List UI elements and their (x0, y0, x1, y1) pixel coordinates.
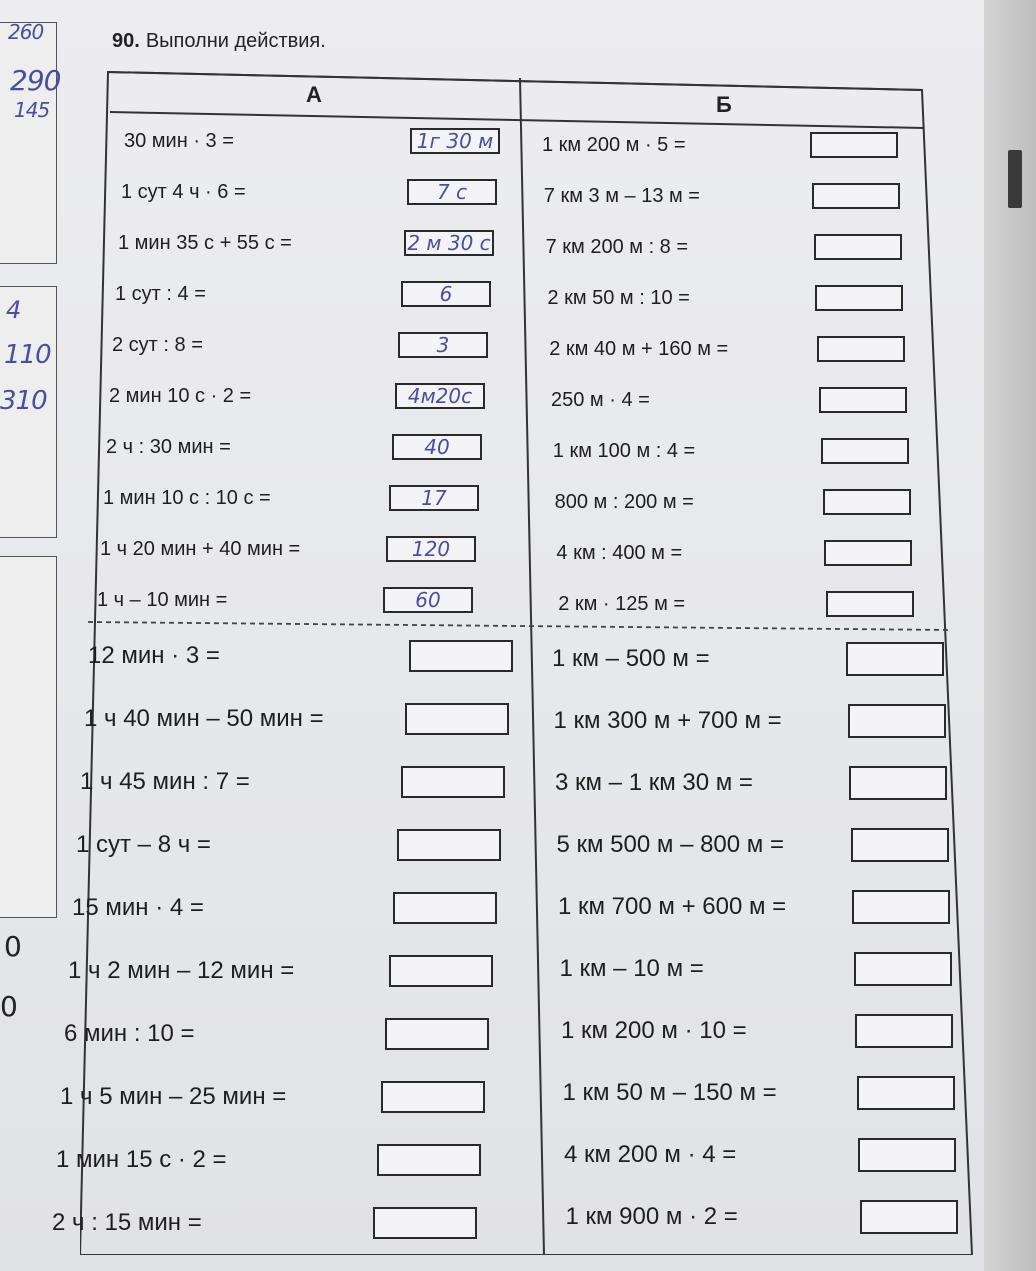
exercise-expression: 2 ч : 30 мин = (106, 435, 231, 458)
exercise-row (88, 640, 513, 672)
answer-box[interactable] (851, 828, 949, 862)
exercise-row (80, 766, 505, 798)
exercise-row (547, 285, 903, 311)
exercise-row (56, 1144, 481, 1176)
margin-note: 4 (6, 296, 21, 324)
exercise-row (556, 540, 912, 566)
exercise-expression: 1 км – 500 м = (552, 645, 710, 672)
margin-note: 0 (4, 930, 21, 963)
exercise-expression: 2 км 40 м + 160 м = (549, 337, 729, 360)
answer-box[interactable] (821, 438, 909, 464)
exercise-expression: 2 ч : 15 мин = (52, 1209, 202, 1236)
exercise-row (103, 485, 479, 511)
exercise-row (118, 230, 494, 256)
answer-box[interactable]: 2 м 30 с (404, 230, 494, 256)
answer-box[interactable] (401, 766, 505, 798)
answer-box[interactable] (858, 1138, 956, 1172)
exercise-row (558, 591, 914, 617)
exercise-expression: 7 км 3 м – 13 м = (543, 184, 700, 207)
exercise-expression: 250 м · 4 = (551, 388, 650, 411)
exercise-expression: 1 км 200 м · 5 = (542, 133, 686, 156)
exercise-row (100, 536, 476, 562)
exercise-expression: 12 мин · 3 = (88, 642, 220, 669)
exercise-expression: 1 км – 10 м = (559, 955, 704, 982)
answer-box[interactable] (848, 704, 946, 738)
answer-box[interactable]: 60 (383, 587, 473, 613)
answer-box[interactable] (810, 132, 898, 158)
answer-box[interactable]: 120 (386, 536, 476, 562)
exercise-row (558, 890, 950, 924)
answer-box[interactable] (812, 183, 900, 209)
exercise-expression: 1 мин 10 с : 10 с = (103, 486, 271, 509)
answer-box[interactable] (824, 540, 912, 566)
answer-box[interactable] (393, 892, 497, 924)
exercise-row (64, 1018, 489, 1050)
exercise-expression: 1 ч 2 мин – 12 мин = (68, 957, 295, 984)
exercise-row (544, 183, 900, 209)
exercise-expression: 1 км 50 м – 150 м = (562, 1079, 777, 1106)
answer-box[interactable]: 1г 30 м (410, 128, 500, 154)
exercise-expression: 15 мин · 4 = (72, 894, 204, 921)
answer-box[interactable] (409, 640, 513, 672)
left-page-fragment (0, 22, 57, 264)
answer-box[interactable] (385, 1018, 489, 1050)
exercise-expression: 1 сут 4 ч · 6 = (121, 180, 246, 203)
margin-note: 110 (4, 340, 51, 370)
answer-box[interactable] (819, 387, 907, 413)
exercise-expression: 1 сут : 4 = (115, 282, 206, 305)
answer-box[interactable] (852, 890, 950, 924)
exercise-row (109, 383, 485, 409)
margin-note: 260 (8, 20, 44, 44)
exercise-row (542, 132, 898, 158)
answer-box[interactable] (823, 489, 911, 515)
exercise-expression: 1 ч 20 мин + 40 мин = (100, 537, 301, 560)
exercise-expression: 1 мин 15 с · 2 = (56, 1146, 227, 1173)
exercise-expression: 1 км 700 м + 600 м = (558, 893, 787, 920)
exercise-row (60, 1081, 485, 1113)
exercise-row (557, 828, 949, 862)
exercise-expression: 4 км : 400 м = (556, 541, 683, 564)
exercise-expression: 1 мин 35 с + 55 с = (118, 231, 292, 254)
margin-note: 0 (0, 990, 17, 1023)
exercise-row (554, 704, 946, 738)
exercise-expression: 1 км 900 м · 2 = (565, 1203, 738, 1230)
exercise-row (106, 434, 482, 460)
answer-box[interactable] (857, 1076, 955, 1110)
answer-box[interactable] (373, 1207, 477, 1239)
exercise-row (76, 829, 501, 861)
exercise-row (124, 128, 500, 154)
answer-box[interactable] (397, 829, 501, 861)
exercise-row (121, 179, 497, 205)
exercise-expression: 30 мин · 3 = (124, 129, 234, 152)
exercise-expression: 1 км 200 м · 10 = (561, 1017, 747, 1044)
answer-box[interactable] (846, 642, 944, 676)
answer-box[interactable] (826, 591, 914, 617)
column-header-a: А (306, 82, 322, 107)
answer-box[interactable] (381, 1081, 485, 1113)
exercise-expression: 4 км 200 м · 4 = (564, 1141, 737, 1168)
exercise-expression: 2 мин 10 с · 2 = (109, 384, 252, 407)
exercise-row (555, 766, 947, 800)
answer-box[interactable] (817, 336, 905, 362)
margin-note: 290 (10, 64, 61, 97)
exercise-table (52, 70, 973, 1255)
exercise-expression: 1 ч 5 мин – 25 мин = (60, 1083, 287, 1110)
answer-box[interactable]: 40 (392, 434, 482, 460)
exercise-row (561, 1014, 953, 1048)
bookmark-tab (1008, 150, 1022, 208)
exercise-expression: 2 км · 125 м = (558, 592, 686, 615)
answer-box[interactable] (849, 766, 947, 800)
exercise-expression: 1 км 300 м + 700 м = (553, 707, 782, 734)
exercise-expression: 5 км 500 м – 800 м = (556, 831, 784, 858)
answer-box[interactable]: 7 с (407, 179, 497, 205)
exercise-row (115, 281, 491, 307)
exercise-expression: 800 м : 200 м = (554, 490, 694, 513)
exercise-row (564, 1138, 956, 1172)
adjacent-page-edge (984, 0, 1036, 1271)
exercise-expression: 1 ч 40 мин – 50 мин = (84, 705, 324, 732)
exercise-row (552, 642, 944, 676)
exercise-row (560, 952, 952, 986)
exercise-row (72, 892, 497, 924)
answer-box[interactable] (377, 1144, 481, 1176)
exercise-expression: 1 ч 45 мин : 7 = (80, 768, 250, 795)
answer-box[interactable]: 3 (398, 332, 488, 358)
exercise-row (52, 1207, 477, 1239)
exercise-expression: 3 км – 1 км 30 м = (555, 769, 753, 796)
margin-note: 145 (14, 98, 50, 122)
exercise-expression: 1 сут – 8 ч = (76, 831, 211, 858)
exercise-row (566, 1200, 958, 1234)
exercise-row (68, 955, 493, 987)
exercise-row (84, 703, 509, 735)
exercise-expression: 2 км 50 м : 10 = (547, 286, 690, 309)
exercise-row (553, 438, 909, 464)
answer-box[interactable] (854, 952, 952, 986)
exercise-row (563, 1076, 955, 1110)
exercise-row (549, 336, 905, 362)
exercise-number: 90. (112, 30, 140, 52)
answer-box[interactable] (815, 285, 903, 311)
answer-box[interactable]: 17 (389, 485, 479, 511)
exercise-expression: 1 ч – 10 мин = (97, 588, 228, 611)
exercise-expression: 1 км 100 м : 4 = (552, 439, 696, 462)
exercise-expression: 7 км 200 м : 8 = (545, 235, 689, 258)
exercise-instruction: Выполни действия. (145, 30, 326, 52)
answer-box[interactable]: 4м20с (395, 383, 485, 409)
exercise-row (112, 332, 488, 358)
answer-box[interactable] (860, 1200, 958, 1234)
exercise-row (97, 587, 473, 613)
answer-box[interactable] (814, 234, 902, 260)
answer-box[interactable] (389, 955, 493, 987)
exercise-title (112, 30, 326, 53)
exercise-row (551, 387, 907, 413)
answer-box[interactable] (405, 703, 509, 735)
column-header-b: Б (716, 92, 732, 117)
margin-note: 310 (0, 386, 47, 416)
left-page-fragment (0, 556, 57, 918)
exercise-row (555, 489, 911, 515)
exercise-expression: 2 сут : 8 = (112, 333, 203, 356)
answer-box[interactable] (855, 1014, 953, 1048)
exercise-expression: 6 мин : 10 = (64, 1020, 195, 1047)
exercise-row (546, 234, 902, 260)
answer-box[interactable]: 6 (401, 281, 491, 307)
